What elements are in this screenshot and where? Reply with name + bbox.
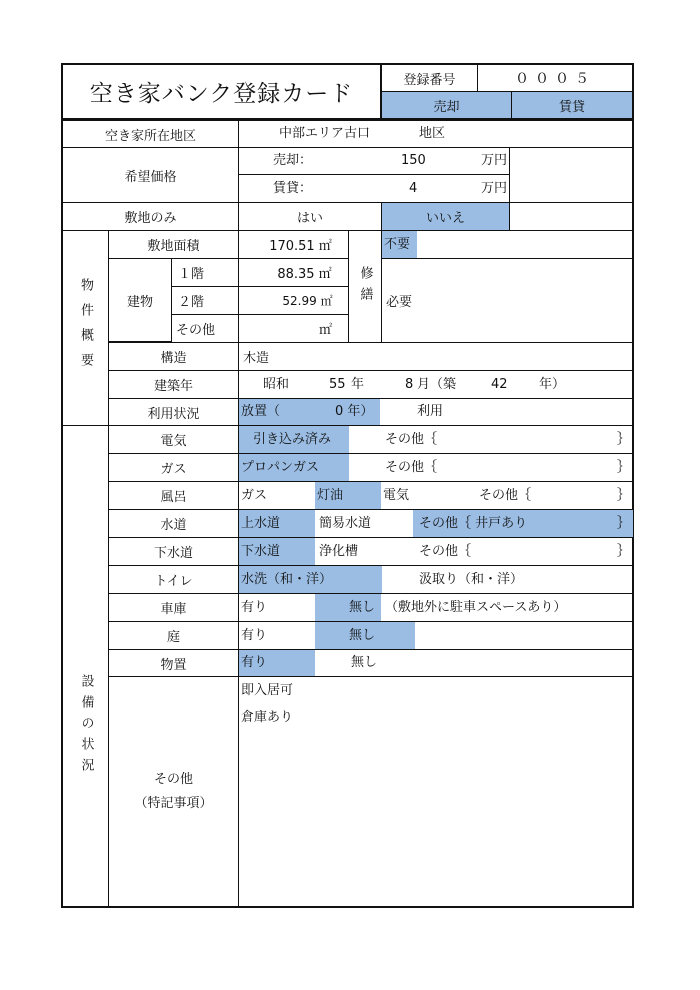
repair-no: 不要 [382, 231, 417, 258]
electricity-row [238, 425, 634, 454]
property-section-label [61, 230, 109, 426]
structure-label: 構造 [108, 342, 239, 371]
shed-label: 物置 [108, 649, 239, 677]
built-row [238, 370, 634, 399]
built-age: 42 [491, 377, 508, 392]
garden-yes: 有り [241, 628, 268, 643]
garden-row [238, 621, 634, 650]
bath-other: その他｛ [479, 488, 532, 503]
gas-label: ガス [108, 453, 239, 482]
type-sell: 売却 [381, 91, 512, 120]
land-only-yes: はい [238, 202, 382, 231]
usage-left-text: 放置（ [241, 404, 281, 419]
price-sell-value: 150 [401, 153, 426, 168]
property-section-text: 物件概要 [78, 278, 93, 378]
sewer-a: 下水道 [239, 538, 315, 565]
usage-label: 利用状況 [108, 398, 239, 426]
reg-no-value: ０００５ [477, 63, 634, 92]
land-area-value: 170.51 ㎡ [238, 230, 349, 259]
location-value [238, 120, 634, 148]
water-a: 上水道 [239, 510, 315, 537]
card-title: 空き家バンク登録カード [61, 63, 382, 120]
water-b: 簡易水道 [319, 516, 372, 531]
type-rent: 賃貸 [511, 91, 634, 120]
bath-label: 風呂 [108, 481, 239, 510]
floor2-label: ２階 [171, 286, 239, 315]
bath-b: 灯油 [315, 482, 381, 509]
structure-value: 木造 [238, 342, 634, 371]
sewer-close: ｝ [617, 544, 631, 559]
notes-label-1: その他 [153, 771, 193, 787]
facilities-section-label [61, 425, 109, 908]
price-rent-unit: 万円 [481, 181, 508, 196]
notes-line-1: 即入居可 [241, 683, 294, 698]
repair-yes: 必要 [381, 258, 634, 343]
price-sell-label: 売却： [273, 153, 313, 168]
usage-row [238, 398, 634, 426]
garden-no: 無し [315, 622, 415, 649]
garage-no: 無し [315, 594, 381, 621]
water-label: 水道 [108, 509, 239, 538]
electricity-close: ｝ [617, 432, 631, 447]
toilet-row [238, 565, 634, 594]
sewer-row [238, 537, 634, 566]
garage-note: （敷地外に駐車スペースあり） [385, 600, 567, 615]
sewer-other: その他｛ [419, 544, 472, 559]
price-sell-unit: 万円 [481, 153, 508, 168]
built-age-unit: 年） [539, 377, 566, 392]
bath-row [238, 481, 634, 510]
gas-row [238, 453, 634, 482]
electricity-label: 電気 [108, 425, 239, 454]
price-rent-label: 賃貸： [273, 181, 313, 196]
toilet-b: 汲取り（和・洋） [419, 572, 524, 587]
location-label: 空き家所在地区 [61, 120, 239, 148]
water-row [238, 509, 634, 538]
gas-other: その他｛ [385, 460, 438, 475]
repair-text: 修繕 [357, 265, 373, 308]
repair-no-row [381, 230, 634, 259]
reg-no-label: 登録番号 [381, 63, 478, 92]
gas-close: ｝ [617, 460, 631, 475]
shed-no: 無し [351, 655, 378, 670]
notes-label [108, 676, 239, 908]
electricity-a: 引き込み済み [239, 426, 349, 453]
built-month-unit: 月（築 [417, 377, 457, 392]
bath-close: ｝ [617, 488, 631, 503]
land-area-label: 敷地面積 [108, 230, 239, 259]
floor1-label: １階 [171, 258, 239, 287]
garden-label: 庭 [108, 621, 239, 650]
usage-years: 0 年） [335, 404, 374, 419]
repair-label [348, 230, 382, 343]
other-area-value: ㎡ [238, 314, 349, 343]
electricity-other: その他｛ [385, 432, 438, 447]
land-only-label: 敷地のみ [61, 202, 239, 231]
built-month: 8 [405, 377, 414, 392]
toilet-label: トイレ [108, 565, 239, 594]
land-only-no: いいえ [381, 202, 510, 231]
sewer-b: 浄化槽 [319, 544, 359, 559]
price-label: 希望価格 [61, 147, 239, 203]
notes-body [238, 676, 634, 908]
land-only-blank [509, 202, 634, 231]
water-close: ｝ [617, 516, 631, 531]
price-rent-row [238, 174, 510, 203]
facilities-section-text: 設備の状況 [78, 673, 94, 779]
notes-label-2: （特記事項） [134, 795, 213, 811]
water-other: その他｛ 井戸あり [419, 516, 528, 531]
usage-right: 利用 [417, 404, 444, 419]
notes-line-2: 倉庫あり [241, 710, 294, 725]
price-rent-value: 4 [409, 181, 418, 196]
shed-row [238, 649, 634, 677]
price-sell-row [238, 147, 510, 175]
floor2-value: 52.99 ㎡ [238, 286, 349, 315]
building-label: 建物 [108, 258, 172, 342]
location-area: 中部エリア古口 [279, 126, 371, 141]
garage-label: 車庫 [108, 593, 239, 622]
toilet-a: 水洗（和・洋） [239, 566, 382, 593]
price-blank [509, 147, 634, 203]
floor1-value: 88.35 ㎡ [238, 258, 349, 287]
bath-a: ガス [241, 488, 268, 503]
shed-yes: 有り [239, 650, 315, 676]
other-area-label: その他 [171, 314, 239, 343]
gas-a: プロパンガス [239, 454, 349, 481]
garage-row [238, 593, 634, 622]
built-era: 昭和 [263, 377, 290, 392]
built-year-unit: 年 [351, 377, 365, 392]
built-label: 建築年 [108, 370, 239, 399]
location-suffix: 地区 [419, 126, 446, 141]
built-year: 55 [329, 377, 346, 392]
garage-yes: 有り [241, 600, 268, 615]
sewer-label: 下水道 [108, 537, 239, 566]
bath-c: 電気 [383, 488, 410, 503]
